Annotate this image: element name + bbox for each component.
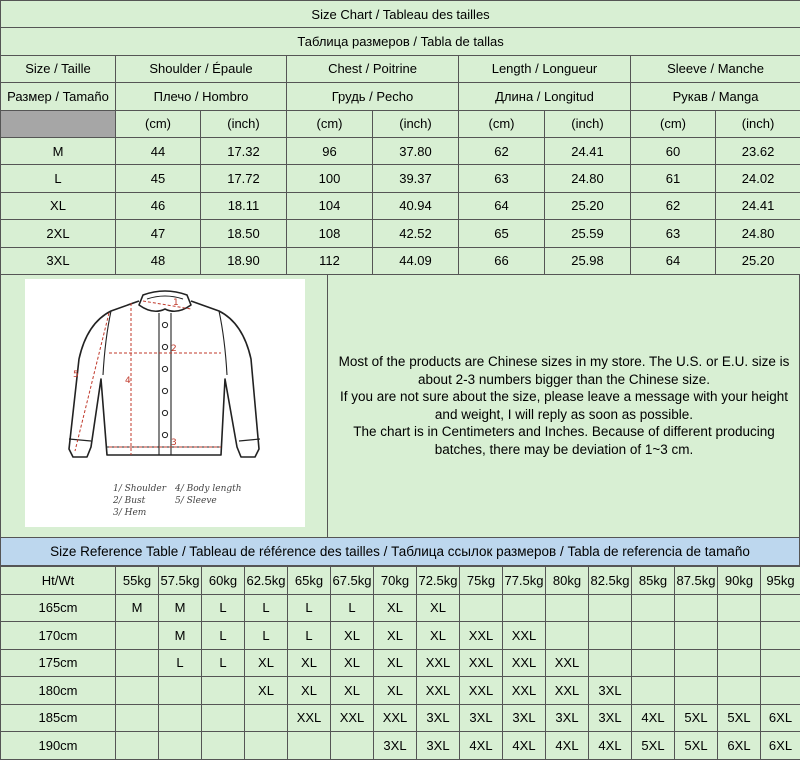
measurement-cell: 24.80 — [545, 165, 631, 192]
height-cell: 170cm — [1, 622, 116, 650]
weight-header: 55kg — [116, 567, 159, 595]
recommended-size-cell — [589, 594, 632, 622]
unit-row — [1, 110, 800, 137]
recommended-size-cell: XXL — [331, 704, 374, 732]
measurement-cell: 63 — [631, 220, 716, 247]
recommended-size-cell: 5XL — [675, 732, 718, 760]
weight-header: 70kg — [374, 567, 417, 595]
recommended-size-cell — [675, 622, 718, 650]
measurement-cell: 62 — [459, 137, 545, 164]
measurement-cell: 24.02 — [716, 165, 800, 192]
reference-row — [1, 649, 800, 677]
size-row — [1, 192, 800, 219]
recommended-size-cell — [632, 622, 675, 650]
recommended-size-cell — [116, 622, 159, 650]
weight-header: 67.5kg — [331, 567, 374, 595]
recommended-size-cell: XL — [331, 677, 374, 705]
recommended-size-cell: 6XL — [718, 732, 761, 760]
size-name-cell: 2XL — [1, 220, 116, 247]
reference-row — [1, 732, 800, 760]
shirt-measurement-diagram — [25, 279, 305, 527]
recommended-size-cell — [546, 622, 589, 650]
measurement-cell: 17.72 — [201, 165, 287, 192]
measurement-cell: 18.90 — [201, 247, 287, 274]
size-note — [335, 353, 794, 458]
weight-header: 75kg — [460, 567, 503, 595]
reference-table-title: Size Reference Table / Tableau de référence des tailles / Таблица ссылок размеров / Tabla de referencia de tamaño — [0, 538, 800, 566]
measurement-cell: 42.52 — [373, 220, 459, 247]
recommended-size-cell: M — [159, 594, 202, 622]
measurement-cell: 46 — [116, 192, 201, 219]
size-row — [1, 165, 800, 192]
recommended-size-cell — [761, 594, 800, 622]
size-chart-title: Size Chart / Tableau des tailles — [1, 1, 800, 28]
measurement-cell: 25.59 — [545, 220, 631, 247]
recommended-size-cell: XL — [331, 649, 374, 677]
recommended-size-cell: 4XL — [460, 732, 503, 760]
measurement-cell: 61 — [631, 165, 716, 192]
measurement-cell: 65 — [459, 220, 545, 247]
recommended-size-cell: XL — [288, 649, 331, 677]
weight-header: 82.5kg — [589, 567, 632, 595]
height-cell: 175cm — [1, 649, 116, 677]
recommended-size-cell: XXL — [546, 677, 589, 705]
measurement-cell: 39.37 — [373, 165, 459, 192]
measure-label: 3 — [171, 438, 177, 448]
blank-gray-cell — [1, 110, 116, 137]
recommended-size-cell — [718, 594, 761, 622]
recommended-size-cell — [675, 594, 718, 622]
size-chart-table — [0, 0, 800, 275]
recommended-size-cell — [331, 732, 374, 760]
unit-cell: (cm) — [459, 110, 545, 137]
measurement-cell: 47 — [116, 220, 201, 247]
weight-header: 57.5kg — [159, 567, 202, 595]
recommended-size-cell — [761, 622, 800, 650]
unit-cell: (cm) — [116, 110, 201, 137]
shoulder-header: Shoulder / Épaule — [116, 55, 287, 82]
recommended-size-cell — [245, 704, 288, 732]
header-row-1 — [1, 55, 800, 82]
size-row — [1, 247, 800, 274]
recommended-size-cell — [202, 732, 245, 760]
recommended-size-cell — [761, 649, 800, 677]
recommended-size-cell: 4XL — [632, 704, 675, 732]
recommended-size-cell: XL — [245, 649, 288, 677]
recommended-size-cell: L — [245, 622, 288, 650]
reference-rows — [1, 567, 800, 760]
reference-header-row — [1, 567, 800, 595]
measurement-cell: 24.80 — [716, 220, 800, 247]
reference-row — [1, 594, 800, 622]
measure-label: 1 — [173, 298, 179, 308]
recommended-size-cell: L — [159, 649, 202, 677]
recommended-size-cell: 3XL — [546, 704, 589, 732]
recommended-size-cell — [761, 677, 800, 705]
recommended-size-cell — [675, 649, 718, 677]
height-cell: 180cm — [1, 677, 116, 705]
recommended-size-cell: XXL — [374, 704, 417, 732]
note-line: about 2-3 numbers bigger than the Chinese size. — [339, 371, 790, 389]
sleeve-header-alt: Рукав / Manga — [631, 83, 800, 110]
recommended-size-cell: 3XL — [417, 732, 460, 760]
recommended-size-cell: XXL — [460, 649, 503, 677]
recommended-size-cell: L — [288, 594, 331, 622]
measurement-cell: 112 — [287, 247, 373, 274]
reference-row — [1, 704, 800, 732]
measurement-cell: 64 — [631, 247, 716, 274]
unit-cell: (cm) — [287, 110, 373, 137]
note-line: If you are not sure about the size, please leave a message with your height — [339, 388, 790, 406]
recommended-size-cell: XXL — [288, 704, 331, 732]
recommended-size-cell: XL — [331, 622, 374, 650]
measurement-cell: 60 — [631, 137, 716, 164]
height-weight-header: Ht/Wt — [1, 567, 116, 595]
measurement-cell: 18.50 — [201, 220, 287, 247]
recommended-size-cell — [632, 649, 675, 677]
shoulder-header-alt: Плечо / Hombro — [116, 83, 287, 110]
recommended-size-cell — [159, 704, 202, 732]
legend-item: 1/ Shoulder — [113, 484, 167, 494]
weight-header: 90kg — [718, 567, 761, 595]
weight-header: 62.5kg — [245, 567, 288, 595]
recommended-size-cell — [116, 649, 159, 677]
measurement-cell: 96 — [287, 137, 373, 164]
measurement-cell: 48 — [116, 247, 201, 274]
recommended-size-cell — [589, 649, 632, 677]
recommended-size-cell: XL — [288, 677, 331, 705]
weight-header: 87.5kg — [675, 567, 718, 595]
recommended-size-cell — [116, 704, 159, 732]
recommended-size-cell: 3XL — [589, 677, 632, 705]
recommended-size-cell — [718, 622, 761, 650]
recommended-size-cell: M — [159, 622, 202, 650]
measurement-cell: 18.11 — [201, 192, 287, 219]
recommended-size-cell — [718, 677, 761, 705]
diagram-cell — [1, 274, 328, 537]
unit-cell: (inch) — [545, 110, 631, 137]
recommended-size-cell: 4XL — [589, 732, 632, 760]
note-line: batches, there may be deviation of 1~3 cm. — [339, 441, 790, 459]
size-header: Size / Taille — [1, 55, 116, 82]
measurement-cell: 45 — [116, 165, 201, 192]
measurement-cell: 25.98 — [545, 247, 631, 274]
recommended-size-cell: 3XL — [503, 704, 546, 732]
recommended-size-cell — [718, 649, 761, 677]
recommended-size-cell: L — [202, 622, 245, 650]
measurement-cell: 40.94 — [373, 192, 459, 219]
unit-cell: (inch) — [201, 110, 287, 137]
measurement-cell: 24.41 — [545, 137, 631, 164]
recommended-size-cell — [159, 732, 202, 760]
measurement-cell: 17.32 — [201, 137, 287, 164]
measurement-cell: 104 — [287, 192, 373, 219]
measurement-cell: 37.80 — [373, 137, 459, 164]
recommended-size-cell: XL — [245, 677, 288, 705]
weight-header: 77.5kg — [503, 567, 546, 595]
size-chart-subtitle: Таблица размеров / Tabla de tallas — [1, 28, 800, 55]
measure-label: 2 — [171, 344, 177, 354]
note-cell — [328, 274, 800, 537]
reference-row — [1, 677, 800, 705]
recommended-size-cell — [503, 594, 546, 622]
weight-header: 85kg — [632, 567, 675, 595]
size-row — [1, 137, 800, 164]
measurement-cell: 23.62 — [716, 137, 800, 164]
recommended-size-cell: XXL — [503, 649, 546, 677]
measurement-cell: 100 — [287, 165, 373, 192]
recommended-size-cell: XL — [374, 622, 417, 650]
height-cell: 165cm — [1, 594, 116, 622]
note-line: and weight, I will reply as soon as possible. — [339, 406, 790, 424]
recommended-size-cell: XXL — [460, 622, 503, 650]
recommended-size-cell: 3XL — [417, 704, 460, 732]
note-line: Most of the products are Chinese sizes in my store. The U.S. or E.U. size is — [339, 353, 790, 371]
recommended-size-cell: L — [202, 594, 245, 622]
size-reference-table — [0, 566, 800, 760]
recommended-size-cell — [675, 677, 718, 705]
recommended-size-cell: XL — [374, 649, 417, 677]
recommended-size-cell: XXL — [503, 622, 546, 650]
measurement-cell: 25.20 — [545, 192, 631, 219]
weight-header: 60kg — [202, 567, 245, 595]
legend-item: 2/ Bust — [112, 496, 146, 506]
length-header-alt: Длина / Longitud — [459, 83, 631, 110]
diagram-and-note-section — [0, 274, 800, 538]
recommended-size-cell — [632, 677, 675, 705]
weight-header: 65kg — [288, 567, 331, 595]
measurement-cell: 108 — [287, 220, 373, 247]
recommended-size-cell — [460, 594, 503, 622]
height-cell: 190cm — [1, 732, 116, 760]
recommended-size-cell: XXL — [460, 677, 503, 705]
size-header-alt: Размер / Tamaño — [1, 83, 116, 110]
chest-header: Chest / Poitrine — [287, 55, 459, 82]
size-name-cell: 3XL — [1, 247, 116, 274]
size-name-cell: XL — [1, 192, 116, 219]
recommended-size-cell: 6XL — [761, 732, 800, 760]
unit-cell: (inch) — [373, 110, 459, 137]
recommended-size-cell: 3XL — [374, 732, 417, 760]
measure-label: 5 — [73, 370, 79, 380]
size-rows — [1, 137, 800, 274]
recommended-size-cell — [288, 732, 331, 760]
recommended-size-cell: XXL — [417, 649, 460, 677]
recommended-size-cell — [116, 732, 159, 760]
size-row — [1, 220, 800, 247]
measurement-cell: 63 — [459, 165, 545, 192]
weight-header: 72.5kg — [417, 567, 460, 595]
recommended-size-cell: L — [245, 594, 288, 622]
recommended-size-cell — [589, 622, 632, 650]
recommended-size-cell: XXL — [546, 649, 589, 677]
measurement-cell: 62 — [631, 192, 716, 219]
header-row-2 — [1, 83, 800, 110]
recommended-size-cell: 4XL — [503, 732, 546, 760]
recommended-size-cell: XXL — [417, 677, 460, 705]
weight-header: 80kg — [546, 567, 589, 595]
recommended-size-cell: XXL — [503, 677, 546, 705]
recommended-size-cell: XL — [417, 622, 460, 650]
measurement-cell: 44 — [116, 137, 201, 164]
measurement-cell: 24.41 — [716, 192, 800, 219]
recommended-size-cell: M — [116, 594, 159, 622]
unit-cell: (inch) — [716, 110, 800, 137]
recommended-size-cell: 6XL — [761, 704, 800, 732]
reference-row — [1, 622, 800, 650]
height-cell: 185cm — [1, 704, 116, 732]
recommended-size-cell: L — [331, 594, 374, 622]
recommended-size-cell: XL — [374, 677, 417, 705]
recommended-size-cell: XL — [374, 594, 417, 622]
length-header: Length / Longueur — [459, 55, 631, 82]
recommended-size-cell: L — [202, 649, 245, 677]
recommended-size-cell: L — [288, 622, 331, 650]
size-name-cell: L — [1, 165, 116, 192]
weight-header: 95kg — [761, 567, 800, 595]
legend-item: 5/ Sleeve — [175, 496, 217, 506]
measure-label: 4 — [125, 376, 131, 386]
recommended-size-cell: XL — [417, 594, 460, 622]
recommended-size-cell — [202, 704, 245, 732]
recommended-size-cell — [116, 677, 159, 705]
recommended-size-cell — [245, 732, 288, 760]
measurement-cell: 44.09 — [373, 247, 459, 274]
note-line: The chart is in Centimeters and Inches. Because of different producing — [339, 423, 790, 441]
size-name-cell: M — [1, 137, 116, 164]
recommended-size-cell — [546, 594, 589, 622]
recommended-size-cell — [632, 594, 675, 622]
measurement-cell: 66 — [459, 247, 545, 274]
recommended-size-cell: 5XL — [632, 732, 675, 760]
legend-item: 4/ Body length — [174, 484, 242, 494]
recommended-size-cell: 5XL — [718, 704, 761, 732]
recommended-size-cell: 3XL — [460, 704, 503, 732]
sleeve-header: Sleeve / Manche — [631, 55, 800, 82]
chest-header-alt: Грудь / Pecho — [287, 83, 459, 110]
recommended-size-cell: 5XL — [675, 704, 718, 732]
recommended-size-cell: 4XL — [546, 732, 589, 760]
unit-cell: (cm) — [631, 110, 716, 137]
recommended-size-cell — [202, 677, 245, 705]
measurement-cell: 64 — [459, 192, 545, 219]
legend-item: 3/ Hem — [113, 508, 146, 518]
recommended-size-cell — [159, 677, 202, 705]
recommended-size-cell: 3XL — [589, 704, 632, 732]
measurement-cell: 25.20 — [716, 247, 800, 274]
